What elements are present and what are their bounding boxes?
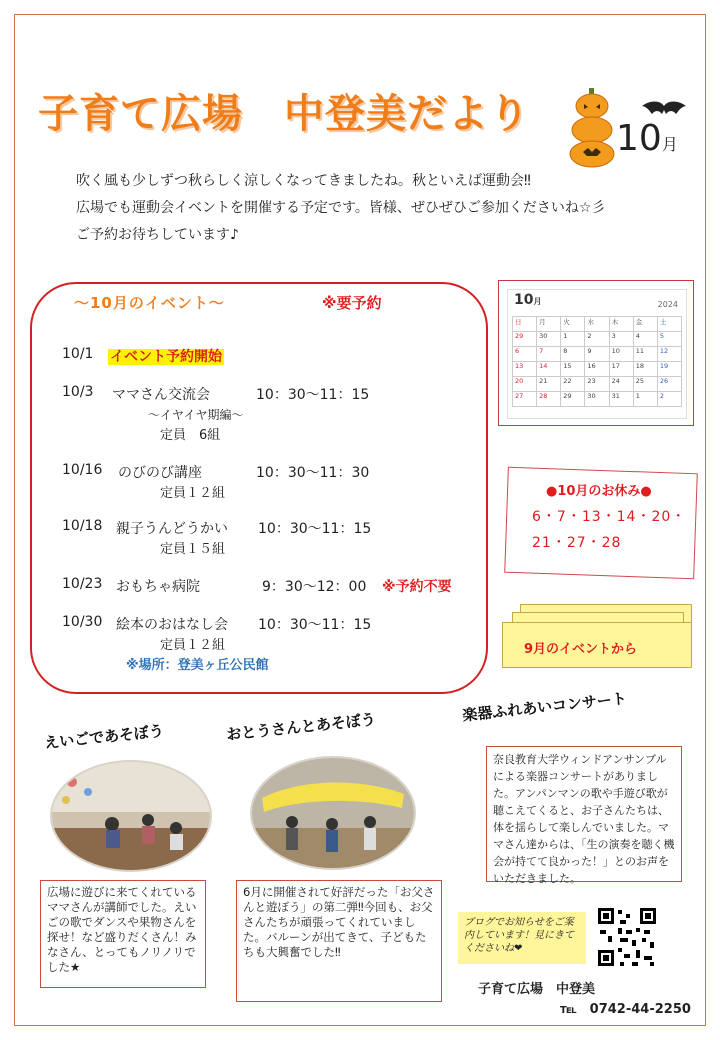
event-time: 10：30～11：15 <box>258 617 372 633</box>
event-time: 10：30～11：15 <box>256 387 370 403</box>
holiday-dates: 21・27・28 <box>532 535 622 551</box>
section-description: 6月に開催されて好評だった「お父さんと遊ぼう」の第二弾‼今回も、お父さんたちが頑張ってくれていました。バルーンが出てきて、子どもたちも大興奮でした‼ <box>236 880 442 1002</box>
reservation-note: ※要予約 <box>322 294 382 312</box>
photo-english-play <box>50 760 212 872</box>
calendar-day: 31 <box>609 392 633 407</box>
calendar-day: 25 <box>633 377 657 392</box>
event-capacity: 定員１２組 <box>160 638 226 653</box>
events-title: ～10月のイベント～ <box>74 294 225 312</box>
calendar-weekday: 木 <box>609 317 633 332</box>
event-date: 10/18 <box>62 518 103 534</box>
calendar-day: 19 <box>657 362 681 377</box>
calendar-day: 10 <box>609 347 633 362</box>
event-place: ※場所：登美ヶ丘公民館 <box>126 658 269 673</box>
phone-number: ℡ 0742-44-2250 <box>560 1002 691 1017</box>
event-subtitle: ～イヤイヤ期編～ <box>148 408 244 422</box>
event-time: 9：30～12：00 <box>262 579 367 595</box>
page-title: 子育て広場 中登美だより <box>38 91 530 137</box>
calendar-day: 2 <box>657 392 681 407</box>
calendar-day: 4 <box>633 332 657 347</box>
calendar-day: 14 <box>537 362 561 377</box>
section-description: 奈良教育大学ウィンドアンサンブルによる楽器コンサートがありました。アンパンマンの歌や手遊び歌が聴こえてくると、お子さんたちは、体を揺らして楽しんでいました。ママさん達からは、「生の演奏を聴く機会が持てて良かった！」とのお声をいただきました。 <box>486 746 682 882</box>
calendar-day: 2 <box>585 332 609 347</box>
month-label: 10月 <box>616 118 678 159</box>
calendar-day: 3 <box>609 332 633 347</box>
bat-icon <box>640 98 688 120</box>
calendar-day: 30 <box>537 332 561 347</box>
intro-text <box>76 168 605 249</box>
calendar-day: 8 <box>561 347 585 362</box>
event-capacity: 定員１２組 <box>160 486 226 501</box>
calendar-day: 29 <box>561 392 585 407</box>
event-date: 10/16 <box>62 462 103 478</box>
calendar-day: 24 <box>609 377 633 392</box>
section-title: おとうさんとあそぼう <box>225 710 377 744</box>
calendar-weekday: 月 <box>537 317 561 332</box>
event-name: のびのび講座 <box>118 465 202 481</box>
calendar-day: 22 <box>561 377 585 392</box>
no-reservation-note: ※予約不要 <box>382 579 452 595</box>
calendar-day: 1 <box>633 392 657 407</box>
calendar-day: 17 <box>609 362 633 377</box>
event-name: イベント予約開始 <box>110 349 222 365</box>
calendar-sheet <box>507 289 687 419</box>
calendar-day: 9 <box>585 347 609 362</box>
calendar-day: 28 <box>537 392 561 407</box>
section-title: 楽器ふれあいコンサート <box>461 689 628 725</box>
event-date: 10/1 <box>62 346 94 362</box>
calendar-day: 23 <box>585 377 609 392</box>
calendar-day: 12 <box>657 347 681 362</box>
calendar-day: 6 <box>513 347 537 362</box>
intro-line: 広場でも運動会イベントを開催する予定です。皆様、ぜひぜひご参加くださいね☆彡 <box>76 200 606 216</box>
calendar-day: 1 <box>561 332 585 347</box>
event-name: 絵本のおはなし会 <box>116 617 228 633</box>
qr-code-icon[interactable] <box>596 906 658 968</box>
calendar-day: 26 <box>657 377 681 392</box>
event-name: 親子うんどうかい <box>116 521 228 537</box>
event-capacity: 定員１５組 <box>160 542 226 557</box>
event-name: おもちゃ病院 <box>116 579 200 595</box>
event-date: 10/30 <box>62 614 103 630</box>
calendar-day: 29 <box>513 332 537 347</box>
organization-name: 子育て広場 中登美 <box>478 982 596 997</box>
holiday-title: ●10月のお休み● <box>546 484 652 499</box>
event-date: 10/23 <box>62 576 103 592</box>
event-time: 10：30～11：15 <box>258 521 372 537</box>
calendar-month: 10月 <box>514 292 542 308</box>
calendar-day: 11 <box>633 347 657 362</box>
calendar-grid <box>512 316 682 407</box>
calendar-day: 20 <box>513 377 537 392</box>
calendar-day: 13 <box>513 362 537 377</box>
calendar-day: 5 <box>657 332 681 347</box>
calendar-day: 30 <box>585 392 609 407</box>
event-name: ママさん交流会 <box>112 387 210 403</box>
calendar-day: 18 <box>633 362 657 377</box>
calendar-day: 21 <box>537 377 561 392</box>
event-date: 10/3 <box>62 384 94 400</box>
calendar-weekday: 日 <box>513 317 537 332</box>
holiday-dates: 6・7・13・14・20・ <box>532 509 687 525</box>
calendar-weekday: 金 <box>633 317 657 332</box>
september-label: 9月のイベントから <box>524 642 638 657</box>
calendar-day: 15 <box>561 362 585 377</box>
section-description: 広場に遊びに来てくれているママさんが講師でした。えいごの歌でダンスや果物さんを探せ！など盛りだくさん！みなさん、とってもノリノリでした★ <box>40 880 206 988</box>
calendar-weekday: 水 <box>585 317 609 332</box>
event-time: 10：30～11：30 <box>256 465 370 481</box>
calendar-day: 7 <box>537 347 561 362</box>
section-title: えいごであそぼう <box>43 721 165 753</box>
event-capacity: 定員 6組 <box>160 428 221 443</box>
intro-line: 吹く風も少しずつ秋らしく涼しくなってきましたね。秋といえば運動会‼ <box>76 173 531 189</box>
intro-line: ご予約お待ちしています♪ <box>76 227 239 243</box>
calendar-year: 2024 <box>657 300 678 309</box>
photo-dad-play <box>250 756 416 870</box>
pumpkin-stack-icon <box>568 88 616 168</box>
calendar-weekday: 土 <box>657 317 681 332</box>
calendar <box>498 280 694 426</box>
calendar-weekday: 火 <box>561 317 585 332</box>
calendar-day: 16 <box>585 362 609 377</box>
calendar-day: 27 <box>513 392 537 407</box>
blog-note: ブログでお知らせをご案内しています！見にきてくださいね❤ <box>458 912 586 964</box>
